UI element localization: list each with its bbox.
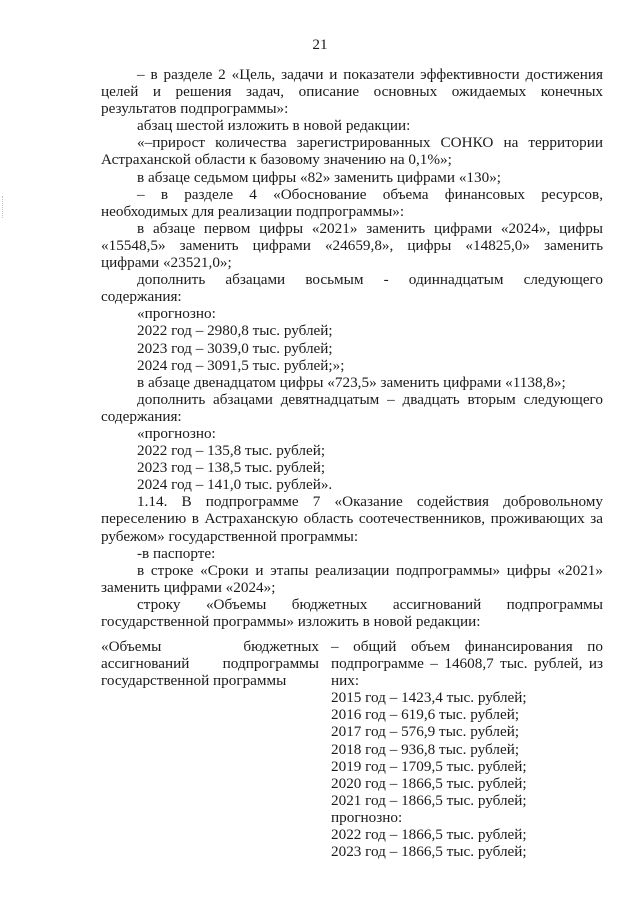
table-line: 2021 год – 1866,5 тыс. рублей; bbox=[331, 791, 527, 809]
paragraph: 2023 год – 3039,0 тыс. рублей; bbox=[137, 339, 333, 357]
table-row-label: «Объемы бюджетных ассигнований подпрограммы государственной программы bbox=[101, 638, 319, 690]
table-line: 2019 год – 1709,5 тыс. рублей; bbox=[331, 757, 527, 775]
paragraph: «–прирост количества зарегистрированных СОНКО на территории Астраханской области к базовому значению на 0,1%»; bbox=[101, 134, 603, 169]
paragraph: в абзаце седьмом цифры «82» заменить цифрами «130»; bbox=[137, 168, 502, 186]
paragraph: – в разделе 4 «Обоснование объема финансовых ресурсов, необходимых для реализации подпрограммы»: bbox=[101, 185, 603, 220]
table-line: 2015 год – 1423,4 тыс. рублей; bbox=[331, 689, 527, 707]
paragraph: -в паспорте: bbox=[137, 544, 216, 562]
table-total-line: – общий объем финансирования по подпрограмме – 14608,7 тыс. рублей, из них: bbox=[331, 638, 603, 690]
table-row-values bbox=[331, 638, 603, 860]
paragraph: 2024 год – 141,0 тыс. рублей». bbox=[137, 476, 333, 494]
paragraph: – в разделе 2 «Цель, задачи и показатели эффективности достижения целей и решения задач, описание основных ожидаемых конечных результатов подпрограммы»: bbox=[101, 66, 603, 118]
paragraph: дополнить абзацами девятнадцатым – двадцать вторым следующего содержания: bbox=[101, 390, 603, 425]
paragraph: 2024 год – 3091,5 тыс. рублей;»; bbox=[137, 356, 345, 374]
paragraph: в абзаце двенадцатом цифры «723,5» заменить цифрами «1138,8»; bbox=[137, 373, 566, 391]
table-line: 2018 год – 936,8 тыс. рублей; bbox=[331, 740, 520, 758]
table-line: прогнозно: bbox=[331, 808, 403, 826]
table-line: 2023 год – 1866,5 тыс. рублей; bbox=[331, 843, 527, 861]
table-line: 2017 год – 576,9 тыс. рублей; bbox=[331, 723, 520, 741]
page-number: 21 bbox=[312, 36, 328, 53]
paragraph: дополнить абзацами восьмым - одиннадцатым следующего содержания: bbox=[101, 271, 603, 306]
paragraph: 2023 год – 138,5 тыс. рублей; bbox=[137, 459, 326, 477]
paragraph: 1.14. В подпрограмме 7 «Оказание содействия добровольному переселению в Астраханскую область соотечественников, проживающих за рубежом» государственной программы: bbox=[101, 493, 603, 545]
paragraph: 2022 год – 2980,8 тыс. рублей; bbox=[137, 322, 333, 340]
paragraph: 2022 год – 135,8 тыс. рублей; bbox=[137, 442, 326, 460]
document-body bbox=[101, 66, 603, 630]
table-line: 2016 год – 619,6 тыс. рублей; bbox=[331, 706, 520, 724]
budget-table bbox=[101, 638, 603, 878]
paragraph: строку «Объемы бюджетных ассигнований подпрограммы государственной программы» изложить в новой редакции: bbox=[101, 595, 603, 630]
table-line: 2020 год – 1866,5 тыс. рублей; bbox=[331, 774, 527, 792]
table-line: 2022 год – 1866,5 тыс. рублей; bbox=[331, 826, 527, 844]
paragraph: абзац шестой изложить в новой редакции: bbox=[137, 117, 411, 135]
paragraph: «прогнозно: bbox=[137, 305, 216, 323]
paragraph: «прогнозно: bbox=[137, 424, 216, 442]
paragraph: в строке «Сроки и этапы реализации подпрограммы» цифры «2021» заменить цифрами «2024»; bbox=[101, 561, 603, 596]
paragraph: в абзаце первом цифры «2021» заменить цифрами «2024», цифры «15548,5» заменить цифрами «24659,8», цифры «14825,0» заменить цифрами «23521,0»; bbox=[101, 219, 603, 272]
margin-scan-mark bbox=[2, 196, 7, 218]
